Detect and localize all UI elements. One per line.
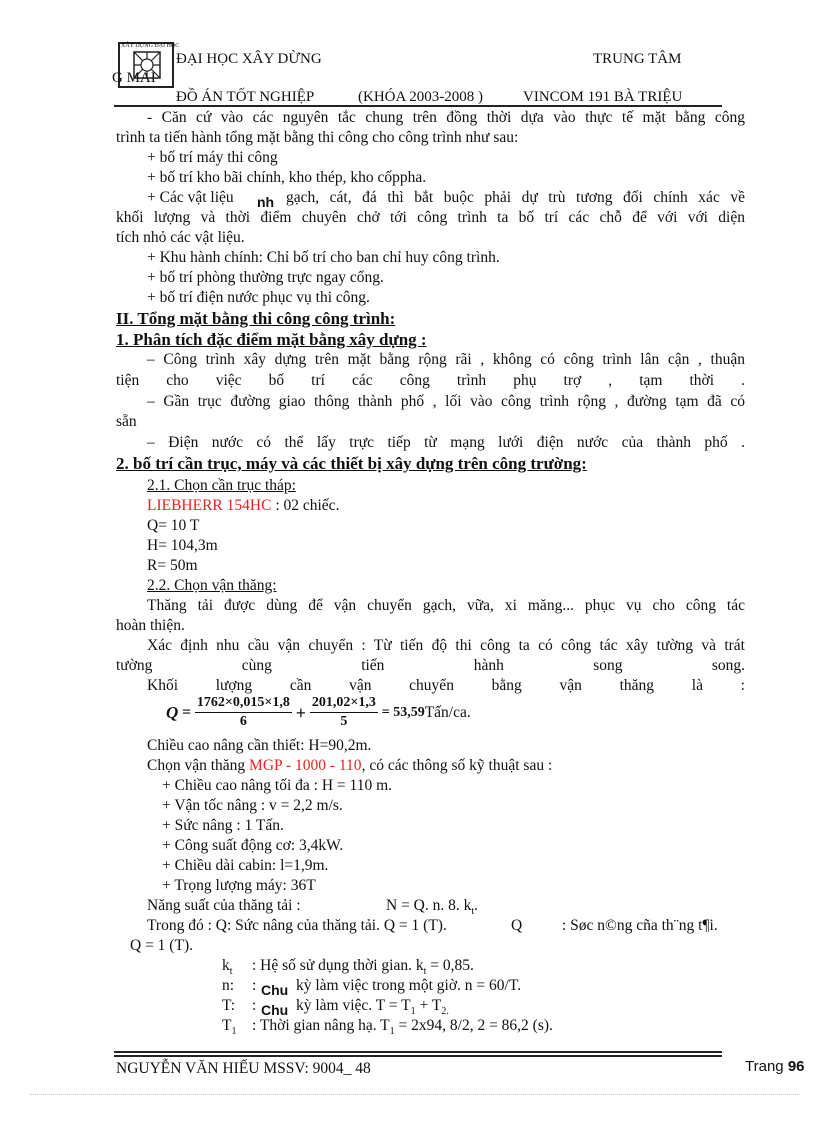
kt-symbol-sub: t (229, 966, 233, 978)
spec-5: + Chiều dài cabin: l=1,9m. (162, 857, 329, 874)
para-1b: trình ta tiến hành tổng mặt bằng thi công cho công trình như sau: (116, 129, 519, 146)
n-colon: : (252, 977, 257, 994)
hoist-choice-post: , có các thông số kỹ thuật sau : (361, 757, 553, 774)
hoist-choice-pre: Chọn vận thăng (147, 757, 250, 774)
t1-symbol-text: T (222, 1017, 232, 1034)
footer-rule-top (114, 1051, 722, 1053)
crane-count: : 02 chiếc. (271, 497, 340, 514)
subheading-2-2: 2.2. Chọn vận thăng: (147, 577, 277, 594)
bullet-4: + Khu hành chính: Chỉ bố trí cho ban chỉ huy công trình. (147, 249, 500, 266)
t-desc-mid: + T (415, 997, 442, 1014)
subheading-2-1: 2.1. Chọn cần trục tháp: (147, 477, 296, 494)
t-symbol: T: (222, 997, 236, 1014)
bullet-3-post: gạch, cát, đá thì bắt buộc phải dự trù tương đối chính xác về (286, 189, 745, 206)
where-q-symbol: Q (511, 917, 523, 934)
crane-model: LIEBHERR 154HC (147, 497, 272, 514)
spec-2: + Vận tốc nâng : v = 2,2 m/s. (162, 797, 343, 814)
heading-section-2: II. Tổng mặt bằng thi công công trình: (116, 309, 396, 328)
fraction-2-denominator: 5 (340, 714, 348, 729)
header-course: (KHÓA 2003-2008 ) (358, 89, 483, 105)
productivity-formula-text: N = Q. n. 8. k (386, 897, 472, 914)
t-desc-sub2: 2. (441, 1006, 449, 1018)
header-building: VINCOM 191 BÀ TRIỆU (523, 89, 683, 105)
detail-2: tiện cho việc bố trí các công trình phụ trợ , tạm thời . (116, 372, 745, 389)
n-chu: Chu (261, 982, 289, 998)
hoist-4: tường cùng tiến hành song song. (116, 657, 745, 674)
bullet-2: + bố trí kho bãi chính, kho thép, kho cốppha. (147, 169, 427, 186)
t1-symbol-sub: 1 (231, 1026, 237, 1038)
formula-result: = 53,59 (381, 704, 425, 720)
volume-formula (166, 694, 471, 736)
footer-page (745, 1057, 805, 1077)
where-q-garbled: : Søc n©ng cña th¨ng t¶i. (562, 917, 718, 934)
bullet-3-pre: + Các vật liệu (147, 189, 234, 206)
hoist-choice (147, 756, 552, 776)
header-project: ĐỒ ÁN TỐT NGHIỆP (176, 89, 315, 105)
detail-4: sẵn (116, 413, 137, 430)
detail-1: – Công trình xây dựng trên mặt bằng rộng rãi , không có công trình lân cận , thuận (147, 351, 745, 368)
t-desc-text: kỳ làm việc. T = T (296, 997, 411, 1014)
t1-desc-text: : Thời gian nâng hạ. T (252, 1017, 390, 1034)
header-center: TRUNG TÂM (593, 51, 682, 67)
footer-rule-bottom (114, 1055, 722, 1057)
hoist-3: Xác định nhu cầu vận chuyển : Từ tiến độ thi công ta có công tác xây tường và trát (147, 637, 745, 654)
header-rule (114, 105, 722, 107)
formula-q: Q (166, 702, 179, 722)
para-1a: - Căn cứ vào các nguyên tắc chung trên đồng thời dựa vào thực tế mặt bằng công (147, 109, 745, 126)
lift-height: Chiều cao nâng cần thiết: H=90,2m. (147, 737, 372, 754)
t1-desc-sub: 1 (389, 1026, 395, 1038)
footer-author: NGUYỄN VĂN HIẾU MSSV: 9004_ 48 (116, 1060, 371, 1077)
formula-plus: + (295, 702, 306, 723)
productivity-formula (386, 896, 478, 916)
fraction-2-numerator: 201,02×1,3 (310, 694, 378, 713)
hoist-5: Khối lượng cần vận chuyển bằng vận thăng là : (147, 677, 745, 694)
productivity-formula-sub: t (471, 906, 475, 918)
hoist-1: Thăng tải được dùng để vận chuyển gạch, vữa, xi măng... phục vụ cho công tác (147, 597, 745, 614)
t1-desc-end: = 2x94, 8/2, 2 = 86,2 (s). (394, 1017, 553, 1034)
spec-4: + Công suất động cơ: 3,4kW. (162, 837, 344, 854)
detail-5: – Điện nước có thể lấy trực tiếp từ mạng lưới điện nước của thành phố . (147, 434, 745, 451)
bullet-1: + bố trí máy thi công (147, 149, 278, 166)
spec-6: + Trọng lượng máy: 36T (162, 877, 316, 894)
header-university: ĐẠI HỌC XÂY DỪNG (176, 51, 322, 67)
formula-fraction-2 (310, 694, 378, 731)
crane-line (147, 496, 339, 516)
detail-3: – Gần trục đường giao thông thành phố , lối vào công trình rộng , đường tạm đã có (147, 393, 745, 410)
hoist-2: hoàn thiện. (116, 617, 185, 634)
kt-desc-sub: t (423, 966, 427, 978)
bullet-6: + bố trí điện nước phục vụ thi công. (147, 289, 370, 306)
bullet-5: + bố trí phòng thường trực ngay cổng. (147, 269, 384, 286)
fraction-1-numerator: 1762×0,015×1,8 (195, 694, 292, 713)
formula-equals: = (182, 703, 191, 721)
t1-symbol (222, 1016, 236, 1036)
productivity-formula-end: . (474, 897, 479, 914)
n-desc: kỳ làm việc trong một giờ. n = 60/T. (296, 977, 522, 994)
n-symbol: n: (222, 977, 235, 994)
spec-1: + Chiều cao nâng tối đa : H = 110 m. (162, 777, 392, 794)
heading-1: 1. Phân tích đặc điểm mặt bằng xây dựng : (116, 330, 427, 349)
crane-h: H= 104,3m (147, 537, 218, 554)
footer-page-label: Trang (745, 1058, 784, 1075)
kt-desc-text: : Hệ số sử dụng thời gian. k (252, 957, 424, 974)
bullet-3-nh: nh (257, 194, 275, 210)
header-line2: G MAI (112, 70, 156, 86)
t-desc-sub1: 1 (410, 1006, 416, 1018)
heading-2: 2. bố trí cần trục, máy và các thiết bị xây dựng trên công trường: (116, 454, 587, 473)
page-edge-dots (30, 1094, 800, 1095)
spec-3: + Sức nâng : 1 Tấn. (162, 817, 284, 834)
t-colon: : (252, 997, 257, 1014)
kt-desc (252, 956, 474, 976)
formula-unit: Tấn/ca. (424, 703, 471, 721)
hoist-model: MGP - 1000 - 110 (249, 757, 362, 774)
kt-desc-end: = 0,85. (426, 957, 474, 974)
t-chu: Chu (261, 1002, 289, 1018)
footer-page-number: 96 (787, 1058, 805, 1075)
where-q: Trong đó : Q: Sức nâng của thăng tải. Q = 1 (T). (147, 917, 447, 934)
bullet-3b: khối lượng và thời điểm chuyên chở tới công trình ta bố trí các chỗ để với với diện (116, 209, 745, 226)
where-q-value: Q = 1 (T). (130, 937, 193, 954)
productivity-label: Năng suất của thăng tải : (147, 897, 301, 914)
bullet-3c: tích nhỏ các vật liệu. (116, 229, 245, 246)
crane-r: R= 50m (147, 557, 198, 574)
t-desc (296, 996, 449, 1016)
kt-symbol (222, 956, 233, 976)
crane-q: Q= 10 T (147, 517, 200, 534)
logo-text: XÂY DỰNG ĐẠI HỌC (121, 43, 180, 49)
fraction-1-denominator: 6 (239, 714, 247, 729)
formula-fraction-1 (195, 694, 292, 731)
t1-desc (252, 1016, 553, 1036)
kt-symbol-text: k (222, 957, 230, 974)
